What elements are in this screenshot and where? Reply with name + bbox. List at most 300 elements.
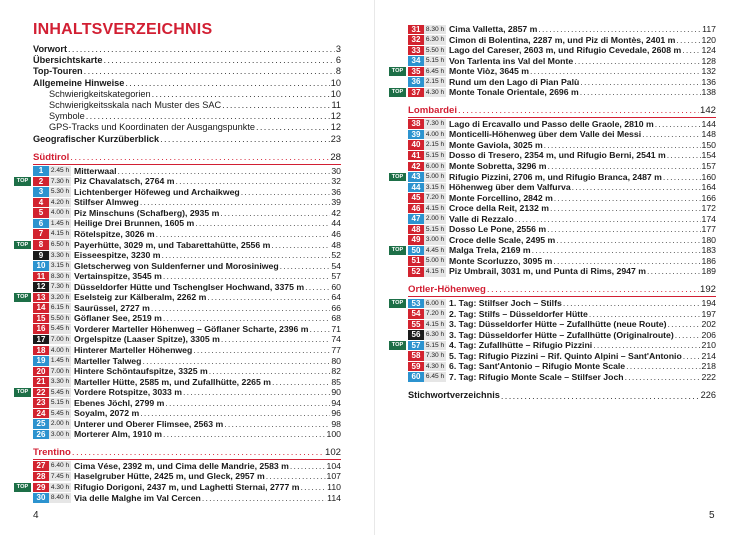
tour-number-badge: 43 (408, 172, 424, 182)
tour-number-badge: 29 (33, 483, 49, 493)
tour-name: Monte Gaviola, 3025 m (449, 139, 543, 150)
section-rule (408, 296, 716, 297)
tour-number-badge: 44 (408, 183, 424, 193)
tour-duration: 8.30 h (50, 272, 70, 280)
tour-name: 5. Tag: Rifugio Pizzini – Rif. Quinto Alpini – Sant'Antonio (449, 350, 682, 361)
tour-entry[interactable] (408, 203, 716, 214)
tour-entry[interactable] (33, 313, 341, 324)
tour-number-badge: 39 (408, 130, 424, 140)
tour-name: Rötelspitze, 3026 m (74, 228, 155, 239)
tour-entry[interactable] (33, 471, 341, 482)
tour-entry[interactable] (408, 256, 716, 267)
tour-entry[interactable] (16, 239, 341, 251)
tour-page: 44 (331, 218, 341, 229)
tour-name: Rifugio Dorigoni, 2437 m, und Laghetti Sternai, 2777 m (74, 482, 300, 492)
tour-entry[interactable] (408, 119, 716, 130)
tour-entry[interactable] (33, 461, 341, 472)
tour-page: 172 (701, 203, 716, 214)
tour-name: Hintere Schöntaufspitze, 3325 m (74, 366, 208, 377)
tour-name: Saurüssel, 2727 m (74, 302, 150, 313)
tour-duration: 4.15 h (50, 230, 70, 238)
tour-entry[interactable] (408, 309, 716, 320)
section-heading[interactable] (408, 105, 716, 117)
toc-entry[interactable] (33, 122, 341, 133)
tour-duration: 3.15 h (425, 183, 445, 191)
tour-number-badge: 35 (408, 67, 424, 77)
toc-entry[interactable] (33, 111, 341, 122)
tour-entry[interactable] (408, 150, 716, 161)
tour-page: 194 (701, 298, 716, 309)
tour-name: Höhenweg über dem Valfurva (449, 182, 571, 193)
tour-entry[interactable] (408, 35, 716, 46)
dot-leader (163, 313, 330, 324)
dot-leader (642, 129, 700, 140)
dot-leader (556, 235, 700, 246)
tour-page: 180 (701, 234, 716, 245)
tour-name: 4. Tag: Zufallhütte – Rifugio Pizzini (449, 340, 593, 351)
section-title: Ortler-Höhenweg (408, 284, 486, 296)
tour-name: Stilfser Almweg (74, 197, 139, 208)
tour-page: 206 (701, 329, 716, 340)
tour-number-badge: 59 (408, 362, 424, 372)
dot-leader (593, 340, 700, 351)
dot-leader (655, 119, 701, 130)
tour-page: 160 (701, 171, 716, 182)
tour-number-badge: 48 (408, 225, 424, 235)
tour-duration: 6.00 h (425, 162, 445, 170)
tour-page: 114 (327, 492, 341, 503)
toc-entry-label: Geografischer Kurzüberblick (33, 133, 160, 144)
tour-number-badge: 27 (33, 461, 49, 471)
section-title: Lombardei (408, 104, 458, 116)
tour-duration: 5.00 h (425, 173, 445, 181)
right-toc-column (391, 24, 716, 401)
tour-name: Croce della Reit, 2132 m (449, 203, 549, 214)
toc-entry-page: 23 (330, 133, 341, 144)
dot-leader (538, 24, 701, 35)
toc-entry[interactable] (33, 100, 341, 111)
tour-entry[interactable] (408, 214, 716, 225)
tour-page: 36 (331, 186, 341, 197)
tour-number-badge: 14 (33, 303, 49, 313)
dot-leader (224, 419, 330, 430)
tour-page: 128 (701, 55, 716, 66)
tour-entry[interactable] (391, 66, 716, 77)
tour-entry[interactable] (33, 218, 341, 229)
tour-page: 66 (331, 302, 341, 313)
dot-leader (193, 345, 330, 356)
tour-entry[interactable] (408, 24, 716, 35)
tour-entry[interactable] (33, 282, 341, 293)
tour-entry[interactable] (408, 372, 716, 383)
tour-entry[interactable] (33, 261, 341, 272)
toc-entry[interactable] (33, 89, 341, 100)
tour-entry[interactable] (16, 292, 341, 303)
index-entry-page: 226 (700, 390, 716, 401)
dot-leader (156, 229, 331, 240)
tour-page: 124 (701, 45, 716, 56)
dot-leader (676, 35, 700, 46)
tour-duration: 3.30 h (50, 378, 70, 386)
tour-duration: 4.00 h (425, 130, 445, 138)
tour-number-badge: 21 (33, 377, 49, 387)
tour-page: 189 (701, 266, 716, 277)
tour-number-badge: 15 (33, 314, 49, 324)
tour-number-badge: 19 (33, 356, 49, 366)
section-rule (33, 459, 341, 460)
dot-leader (272, 377, 330, 388)
tour-entry[interactable] (16, 482, 341, 493)
tour-number-badge: 45 (408, 193, 424, 203)
tour-number-badge: 23 (33, 398, 49, 408)
tour-name: Göflaner See, 2519 m (74, 313, 162, 324)
tour-number-badge: 32 (408, 35, 424, 45)
tour-name: Lago del Careser, 2603 m, und Rifugio Cevedale, 2608 m (449, 45, 682, 56)
section-heading[interactable] (408, 284, 716, 296)
dot-leader (175, 176, 330, 187)
tour-name: Malga Trela, 2169 m (449, 245, 531, 256)
tour-name: Vorderer Marteller Höhenweg – Göflaner Scharte, 2396 m (74, 323, 309, 334)
tour-duration: 6.30 h (425, 36, 445, 44)
tour-name: 1. Tag: Stilfser Joch – Stilfs (449, 298, 562, 309)
toc-entry[interactable] (33, 66, 341, 77)
tour-entry[interactable] (33, 356, 341, 367)
tour-entry[interactable] (33, 398, 341, 409)
tour-page: 60 (331, 281, 341, 292)
dot-leader (195, 218, 330, 229)
spacer (408, 98, 716, 105)
tour-page: 74 (331, 334, 341, 345)
tour-number-badge: 56 (408, 330, 424, 340)
top-badge: TOP (389, 341, 406, 350)
toc-entry-label: Schwierigkeitsskala nach Muster des SAC (49, 99, 222, 110)
tour-name: Cima Vése, 2392 m, und Cima delle Mandrie, 2583 m (74, 460, 289, 471)
tour-page: 154 (701, 150, 716, 161)
tour-entry[interactable] (33, 334, 341, 345)
tour-entry[interactable] (408, 77, 716, 88)
top-badge: TOP (389, 67, 406, 76)
toc-entry[interactable] (33, 134, 341, 145)
tour-page: 82 (331, 366, 341, 377)
tour-entry[interactable] (408, 56, 716, 67)
tour-number-badge: 9 (33, 251, 49, 261)
toc-entry-page: 10 (330, 77, 341, 88)
tour-name: Valle di Rezzalo (449, 213, 514, 224)
dot-leader (103, 55, 334, 66)
tour-duration: 3.00 h (50, 430, 70, 438)
tour-page: 214 (701, 350, 716, 361)
dot-leader (458, 105, 699, 116)
tour-duration: 2.00 h (50, 420, 70, 428)
tour-entry[interactable] (33, 366, 341, 377)
dot-leader (160, 134, 330, 145)
tour-entry[interactable] (408, 266, 716, 277)
tour-entry[interactable] (33, 419, 341, 430)
tour-page: 77 (331, 344, 341, 355)
dot-leader (544, 140, 701, 151)
tour-entry[interactable] (33, 229, 341, 240)
section-heading[interactable] (33, 152, 341, 164)
dot-leader (152, 89, 330, 100)
tour-name: Ebenes Jöchl, 2799 m (74, 397, 165, 408)
tour-entry[interactable] (33, 303, 341, 314)
dot-leader (86, 111, 330, 122)
tour-number-badge: 3 (33, 187, 49, 197)
dot-leader (550, 203, 701, 214)
dot-leader (682, 45, 700, 56)
tour-entry[interactable] (408, 361, 716, 372)
dot-leader (589, 309, 701, 320)
tour-page: 100 (326, 429, 341, 440)
tour-number-badge: 4 (33, 198, 49, 208)
top-badge: TOP (14, 293, 31, 302)
tour-page: 32 (331, 176, 341, 187)
tour-entry[interactable] (408, 161, 716, 172)
dot-leader (574, 56, 700, 67)
tour-entry[interactable] (16, 387, 341, 398)
tour-page: 54 (331, 260, 341, 271)
tour-entry[interactable] (408, 182, 716, 193)
dot-leader (668, 319, 701, 330)
tour-entry[interactable] (33, 345, 341, 356)
tour-entry[interactable] (408, 319, 716, 330)
tour-page: 183 (701, 245, 716, 256)
tour-duration: 5.15 h (425, 151, 445, 159)
tour-page: 150 (701, 139, 716, 150)
tour-number-badge: 25 (33, 419, 49, 429)
tour-page: 48 (331, 239, 341, 250)
tour-number-badge: 20 (33, 367, 49, 377)
section-rule (408, 117, 716, 118)
tour-entry[interactable] (16, 176, 341, 187)
tour-name: Eisseespitze, 3230 m (74, 250, 161, 261)
tour-number-badge: 40 (408, 140, 424, 150)
dot-leader (572, 182, 701, 193)
tour-number-badge: 37 (408, 88, 424, 98)
tour-page: 107 (326, 471, 341, 482)
dot-leader (209, 366, 331, 377)
tour-duration: 2.00 h (425, 215, 445, 223)
tour-entry[interactable] (391, 245, 716, 256)
tour-name: 3. Tag: Düsseldorfer Hütte – Zufallhütte (neue Route) (449, 319, 667, 330)
tour-duration: 3.00 h (425, 236, 445, 244)
dot-leader (626, 361, 700, 372)
dot-leader (241, 187, 331, 198)
toc-entry-label: GPS-Tracks und Koordinaten der Ausgangspunkte (49, 122, 255, 133)
tour-number-badge: 6 (33, 219, 49, 229)
top-badge: TOP (14, 241, 31, 250)
tour-duration: 7.00 h (50, 367, 70, 375)
dot-leader (266, 471, 326, 482)
tour-duration: 7.30 h (50, 177, 70, 185)
tour-duration: 1.45 h (50, 219, 70, 227)
tour-page: 138 (701, 87, 716, 98)
tour-page: 57 (331, 271, 341, 282)
tour-entry[interactable] (33, 187, 341, 198)
tour-entry[interactable] (391, 171, 716, 183)
tour-page: 71 (331, 323, 341, 334)
toc-entry-label: Top-Touren (33, 66, 83, 77)
tour-page: 94 (331, 397, 341, 408)
tour-entry[interactable] (33, 250, 341, 261)
tour-page: 144 (701, 118, 716, 129)
tour-name: Monte Viòz, 3645 m (449, 66, 529, 77)
dot-leader (625, 372, 701, 383)
tour-duration: 5.15 h (425, 225, 445, 233)
tour-name: Marteller Hütte, 2585 m, und Zufallhütte, 2265 m (74, 376, 271, 387)
tour-duration: 2.15 h (425, 78, 445, 86)
tour-entry[interactable] (33, 166, 341, 177)
tour-duration: 6.50 h (50, 241, 70, 249)
tour-number-badge: 46 (408, 204, 424, 214)
tour-duration: 8.30 h (425, 25, 445, 33)
tour-duration: 5.15 h (425, 57, 445, 65)
tour-number-badge: 24 (33, 409, 49, 419)
tour-duration: 5.50 h (425, 46, 445, 54)
tour-entry[interactable] (408, 140, 716, 151)
tour-number-badge: 26 (33, 430, 49, 440)
dot-leader (580, 87, 701, 98)
dot-leader (563, 298, 701, 309)
tour-number-badge: 60 (408, 372, 424, 382)
index-entry-label: Stichwortverzeichnis (408, 390, 500, 401)
tour-name: Düsseldorfer Hütte und Tschenglser Hochwand, 3375 m (74, 281, 305, 292)
tour-duration: 5.45 h (50, 409, 70, 417)
tour-entry[interactable] (391, 340, 716, 351)
section-heading[interactable] (33, 447, 341, 459)
dot-leader (202, 493, 326, 504)
dot-leader (161, 250, 330, 261)
tour-number-badge: 30 (33, 493, 49, 503)
tour-duration: 4.15 h (425, 320, 445, 328)
tour-name: Monte Sobretta, 3296 m (449, 161, 547, 172)
tour-entry[interactable] (33, 408, 341, 419)
dot-leader (647, 266, 701, 277)
tour-duration: 4.15 h (425, 204, 445, 212)
dot-leader (580, 77, 700, 88)
tour-entry[interactable] (391, 87, 716, 98)
tour-duration: 7.30 h (50, 283, 70, 291)
tour-number-badge: 31 (408, 25, 424, 35)
tour-number-badge: 55 (408, 320, 424, 330)
toc-entry-page: 10 (330, 88, 341, 99)
tour-name: Croce delle Scale, 2495 m (449, 234, 556, 245)
tour-entry[interactable] (408, 235, 716, 246)
tour-number-badge: 16 (33, 324, 49, 334)
dot-leader (532, 245, 701, 256)
tour-entry[interactable] (391, 298, 716, 309)
tour-name: Rifugio Pizzini, 2706 m, und Rifugio Branca, 2487 m (449, 171, 662, 182)
tour-entry[interactable] (408, 330, 716, 341)
tour-duration: 6.45 h (425, 373, 445, 381)
toc-entry-page: 11 (331, 99, 341, 110)
dot-leader (84, 66, 335, 77)
tour-entry[interactable] (408, 45, 716, 56)
tour-name: Piz Umbrail, 3031 m, und Punta di Rims, 2947 m (449, 266, 646, 277)
tour-entry[interactable] (33, 324, 341, 335)
toc-entry-label: Schwierigkeitskategorien (49, 88, 151, 99)
tour-number-badge: 51 (408, 256, 424, 266)
tour-page: 98 (331, 418, 341, 429)
toc-entry-label: Vorwort (33, 44, 68, 54)
tour-name: Via delle Malghe im Val Cercen (74, 492, 201, 503)
toc-entry-page: 8 (335, 66, 341, 77)
section-title: Trentino (33, 446, 71, 458)
tour-duration: 4.30 h (425, 88, 445, 96)
tour-entry[interactable] (33, 377, 341, 388)
tour-name: Morterer Alm, 1910 m (74, 429, 163, 440)
tour-name: Eselsteig zur Kälberalm, 2262 m (74, 292, 207, 303)
tour-entry[interactable] (33, 493, 341, 504)
dot-leader (663, 172, 701, 183)
tour-name: Orgelspitze (Laaser Spitze), 3305 m (74, 334, 220, 345)
tour-number-badge: 13 (33, 293, 49, 303)
tour-duration: 4.00 h (50, 346, 70, 354)
tour-name: Gletscherweg von Suldenferner und Morosiniweg (74, 260, 279, 271)
tour-page: 110 (327, 482, 341, 492)
tour-duration: 7.00 h (50, 335, 70, 343)
tour-entry[interactable] (33, 271, 341, 282)
index-entry[interactable] (408, 389, 716, 401)
tour-entry[interactable] (408, 351, 716, 362)
tour-number-badge: 17 (33, 335, 49, 345)
dot-leader (305, 282, 330, 293)
dot-leader (165, 398, 330, 409)
tour-page: 164 (701, 182, 716, 193)
section-page: 102 (324, 446, 341, 458)
tour-duration: 4.15 h (425, 268, 445, 275)
tour-name: Mitterwaal (74, 165, 117, 176)
tour-name: Haselgruber Hütte, 2425 m, und Gleck, 2957 m (74, 471, 265, 482)
dot-leader (220, 208, 330, 219)
toc-entry-page: 6 (335, 55, 341, 66)
tour-name: Cima Valletta, 2857 m (449, 24, 538, 34)
tour-entry[interactable] (33, 429, 341, 440)
tour-entry[interactable] (408, 129, 716, 140)
tour-entry[interactable] (408, 193, 716, 204)
tour-entry[interactable] (408, 224, 716, 235)
dot-leader (515, 214, 701, 225)
tour-number-badge: 54 (408, 309, 424, 319)
toc-entry[interactable] (33, 55, 341, 66)
tour-entry[interactable] (33, 208, 341, 219)
right-page (375, 0, 750, 535)
page-title: INHALTSVERZEICHNIS (33, 21, 213, 38)
tour-duration: 4.30 h (50, 483, 70, 491)
dot-leader (501, 390, 700, 401)
toc-entry[interactable] (33, 44, 341, 55)
tour-duration: 7.20 h (425, 310, 445, 318)
tour-number-badge: 36 (408, 77, 424, 87)
tour-duration: 6.15 h (50, 304, 70, 312)
dot-leader (117, 166, 330, 177)
tour-duration: 7.20 h (425, 194, 445, 202)
dot-leader (487, 284, 699, 295)
tour-page: 157 (701, 161, 716, 172)
tour-page: 136 (701, 76, 716, 87)
tour-name: Piz Chavalatsch, 2764 m (74, 176, 175, 187)
tour-duration: 5.00 h (425, 257, 445, 265)
dot-leader (142, 356, 330, 367)
tour-number-badge: 2 (33, 177, 49, 187)
tour-name: 2. Tag: Stilfs – Düsseldorfer Hütte (449, 308, 588, 319)
toc-entry[interactable] (33, 78, 341, 89)
tour-number-badge: 22 (33, 388, 49, 398)
tour-entry[interactable] (33, 197, 341, 208)
dot-leader (163, 271, 330, 282)
tour-page: 174 (701, 213, 716, 224)
dot-leader (183, 387, 330, 398)
